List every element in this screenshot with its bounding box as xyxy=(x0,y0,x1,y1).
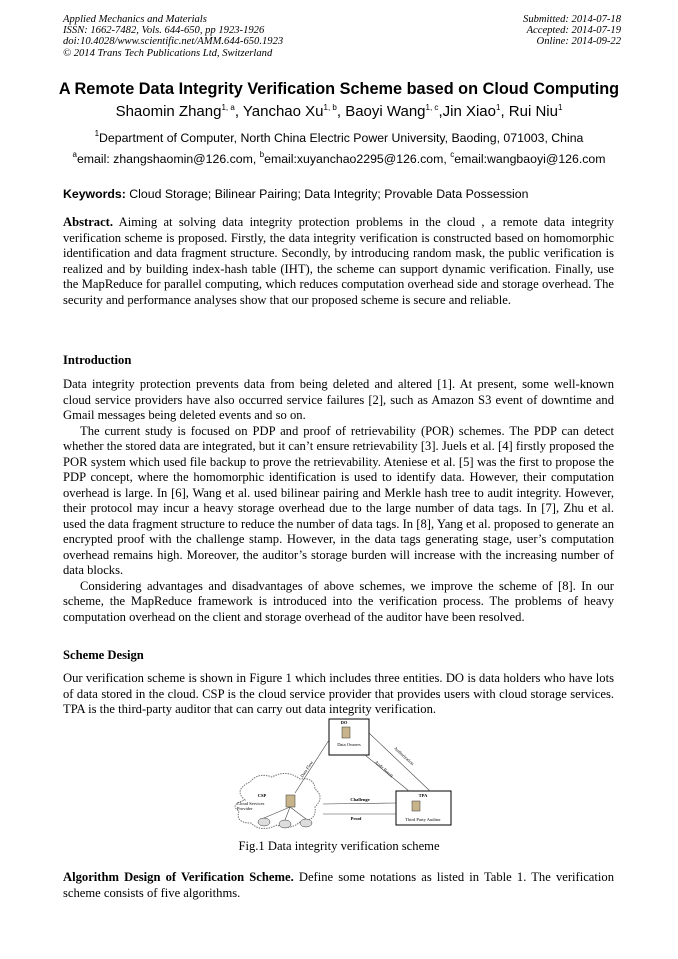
keywords-text: Cloud Storage; Bilinear Pairing; Data Integrity; Provable Data Possession xyxy=(125,187,529,201)
author: Jin Xiao xyxy=(442,103,496,120)
keywords-label: Keywords: xyxy=(63,187,126,201)
section-heading: Introduction xyxy=(63,353,132,367)
email: email:wangbaoyi@126.com xyxy=(454,152,606,166)
paragraph: Considering advantages and disadvantages of above schemes, we improve the scheme of [8]. In our scheme, the MapReduce framework is introduced into the verification process. The problems of heavy computation overhead on the client and storage overhead of the auditor have been resolved. xyxy=(63,578,614,624)
email: email:xuyanchao2295@126.com, xyxy=(264,152,451,166)
do-sub-label: Data Owners xyxy=(337,742,361,747)
author-sup: 1, c xyxy=(425,103,439,112)
authors: Shaomin Zhang$^{1, a}$, Yanchao Xu$^{1, b}$, Baoyi Wang$^{1, c}$,Jin Xiao$^1$, Rui Niu$^1$ xyxy=(115,103,563,120)
challenge-label: Challenge xyxy=(350,797,370,802)
algorithm-text: Define some notations as listed in Table 1. The verification scheme consists of five algorithms. xyxy=(63,870,614,900)
email-sup: c xyxy=(450,150,455,159)
audit-result-label: Audit Result xyxy=(373,759,395,779)
csp-label: CSP xyxy=(257,793,267,798)
keywords xyxy=(63,187,623,201)
csp-sub-label: Cloud Services xyxy=(237,801,265,806)
algorithm-body xyxy=(63,870,614,901)
proof-label: Proof xyxy=(350,816,362,821)
author: Rui Niu xyxy=(508,103,558,120)
abstract-text: Aiming at solving data integrity protection problems in the cloud , a remote data integrity verification scheme is proposed. Firstly, the data integrity verification is constructed based on homomorphic identification and data fragment structure. Secondly, by introducing random mask, the public verification is realized and by building index-hash table (IHT), the scheme can support dynamic verification. Finally, use the MapReduce for parallel computing, which reduces computation overhead side and storage overhead. The security and performance analyses show that our proposed scheme is secure and reliable. xyxy=(63,215,614,307)
author: Baoyi Wang xyxy=(345,103,426,120)
online-date: Online: 2014-09-22 xyxy=(536,36,621,48)
csp-sub-label: Provider xyxy=(237,806,253,811)
paragraph: The current study is focused on PDP and proof of retrievability (POR) schemes. The PDP can detect whether the stored data are integrated, but it can’t ensure retrievability [3]. Juels et al. [4] firstly proposed the POR system which used file backup to prove the retrievability. Ateniese et al. [5] was the first to propose the PDP concept, where the homomorphic identification is used to identify data. However, their computation overhead is large. In [6], Wang et al. used bilinear pairing and Merkle hash tree to audit integrity. However, their protocol may incur a heavy storage overhead due to the large number of data tags. In [7], Zhu et al. used the data fragment structure to reduce the number of data tags. In [8], Yang et al. proposed to generate an encrypted proof with the challenge stamp. However, in the data tags generating stage, user’s computation overhead remains high. Moreover, the auditor’s storage burden will increase with the increasing number of data blocks. xyxy=(63,423,614,577)
scheme-body xyxy=(63,671,614,718)
email-sup: b xyxy=(259,150,265,159)
issn: ISSN: 1662-7482, Vols. 644-650, pp 1923-1926 xyxy=(63,25,265,37)
journal-info xyxy=(63,14,283,59)
section-heading: Scheme Design xyxy=(63,648,144,662)
doi: doi:10.4028/www.scientific.net/AMM.644-650.1923 xyxy=(63,36,284,48)
paper-title: A Remote Data Integrity Verification Scheme based on Cloud Computing xyxy=(58,80,620,98)
copyright: © 2014 Trans Tech Publications Ltd, Switzerland xyxy=(63,47,273,59)
accepted-date: Accepted: 2014-07-19 xyxy=(526,25,621,37)
affiliation xyxy=(0,131,678,145)
introduction-body xyxy=(63,377,614,625)
submitted-date: Submitted: 2014-07-18 xyxy=(523,14,621,25)
algorithm-label: Algorithm Design of Verification Scheme. xyxy=(63,870,294,884)
author-sup: 1, b xyxy=(323,103,337,112)
tpa-label: TPA xyxy=(418,793,428,798)
author: Yanchao Xu xyxy=(242,103,324,120)
email: email: zhangshaomin@126.com, xyxy=(76,152,260,166)
paragraph: Data integrity protection prevents data from being deleted and altered [1]. At present, some well-known cloud service providers have also occurred service failures [2], such as Amazon S3 event of downtime and Gmail messages being deleted events and so on. xyxy=(63,377,614,422)
tpa-sub-label: Third Party Auditor xyxy=(405,817,441,822)
author: Shaomin Zhang xyxy=(115,103,222,120)
affil-sup: 1 xyxy=(94,129,100,138)
author-sup: 1 xyxy=(557,103,563,112)
do-label: DO xyxy=(340,720,348,725)
author-sup: 1, a xyxy=(221,103,235,112)
data-flow-label: Data Flow xyxy=(299,759,315,779)
authorization-label: Authorization xyxy=(393,745,415,767)
paragraph: Our verification scheme is shown in Figure 1 which includes three entities. DO is data holders who have lots of data stored in the cloud. CSP is the cloud service provider that provides users with cloud storage services. TPA is the third-party auditor that can carry out data integrity verification. xyxy=(63,671,614,716)
abstract xyxy=(63,215,614,308)
emails xyxy=(0,152,678,166)
figure-caption: Fig.1 Data integrity verification scheme xyxy=(238,839,440,853)
abstract-label: Abstract. xyxy=(63,215,114,229)
figure-1-diagram xyxy=(225,715,455,840)
dates-info xyxy=(523,14,621,48)
affil-text: Department of Computer, North China Electric Power University, Baoding, 071003, China xyxy=(99,131,584,145)
journal-name: Applied Mechanics and Materials xyxy=(63,14,207,25)
author-sup: 1 xyxy=(495,103,501,112)
email-sup: a xyxy=(72,150,77,159)
